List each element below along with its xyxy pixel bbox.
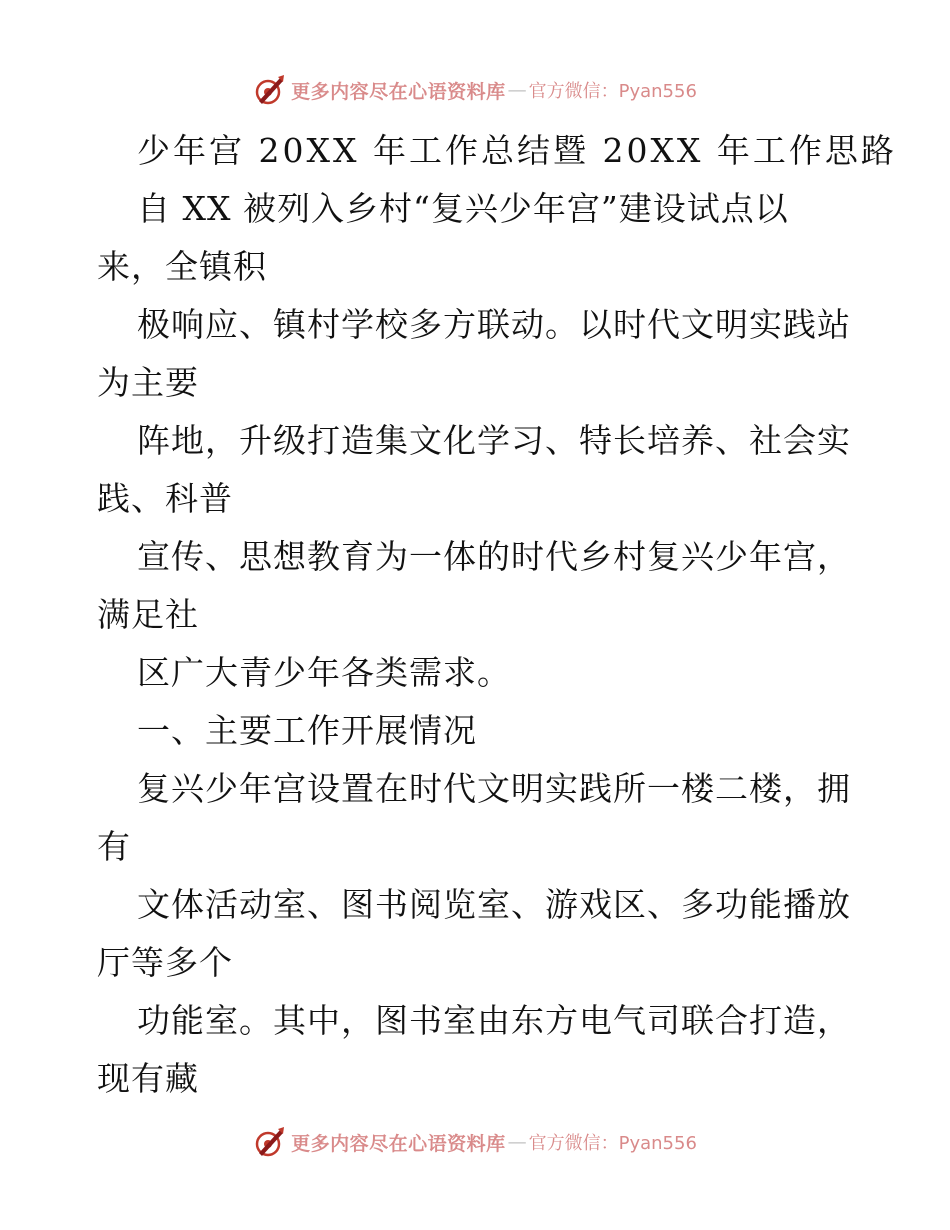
text-line: 宣传、思想教育为一体的时代乡村复兴少年宫， bbox=[137, 537, 851, 576]
text-line: 文体活动室、图书阅览室、游戏区、多功能播放 bbox=[137, 885, 851, 924]
text-line: 为主要 bbox=[97, 363, 199, 402]
text-line: 有 bbox=[97, 827, 131, 866]
pen-logo-icon bbox=[253, 1125, 287, 1159]
text-line: 厅等多个 bbox=[97, 943, 233, 982]
document-body bbox=[97, 122, 897, 1108]
watermark-text: 更多内容尽在心语资料库 bbox=[291, 80, 506, 103]
watermark-banner-top bbox=[0, 70, 950, 110]
paragraph-lines bbox=[97, 180, 867, 1108]
text-line: 区广大青少年各类需求。 bbox=[137, 653, 511, 692]
text-line: 来，全镇积 bbox=[97, 247, 267, 286]
watermark-banner-bottom bbox=[0, 1122, 950, 1162]
text-line: 功能室。其中，图书室由东方电气司联合打造， bbox=[137, 1001, 851, 1040]
document-title: 少年宫 20XX 年工作总结暨 20XX 年工作思路 bbox=[137, 131, 897, 170]
text-line: 自 XX 被列入乡村“复兴少年宫”建设试点以 bbox=[137, 189, 789, 228]
watermark-contact: 官方微信：Pyan556 bbox=[528, 81, 697, 102]
text-line: 满足社 bbox=[97, 595, 199, 634]
text-line: 现有藏 bbox=[97, 1059, 199, 1098]
text-line: 一、主要工作开展情况 bbox=[137, 711, 477, 750]
text-line: 极响应、镇村学校多方联动。以时代文明实践站 bbox=[137, 305, 851, 344]
pen-logo-icon bbox=[253, 73, 287, 107]
text-line: 阵地，升级打造集文化学习、特长培养、社会实 bbox=[137, 421, 851, 460]
watermark-text: 更多内容尽在心语资料库 bbox=[291, 1132, 506, 1155]
watermark-separator: — bbox=[507, 79, 527, 101]
text-line: 复兴少年宫设置在时代文明实践所一楼二楼，拥 bbox=[137, 769, 851, 808]
watermark-separator: — bbox=[507, 1131, 527, 1153]
watermark-contact: 官方微信：Pyan556 bbox=[528, 1133, 697, 1154]
text-line: 践、科普 bbox=[97, 479, 233, 518]
